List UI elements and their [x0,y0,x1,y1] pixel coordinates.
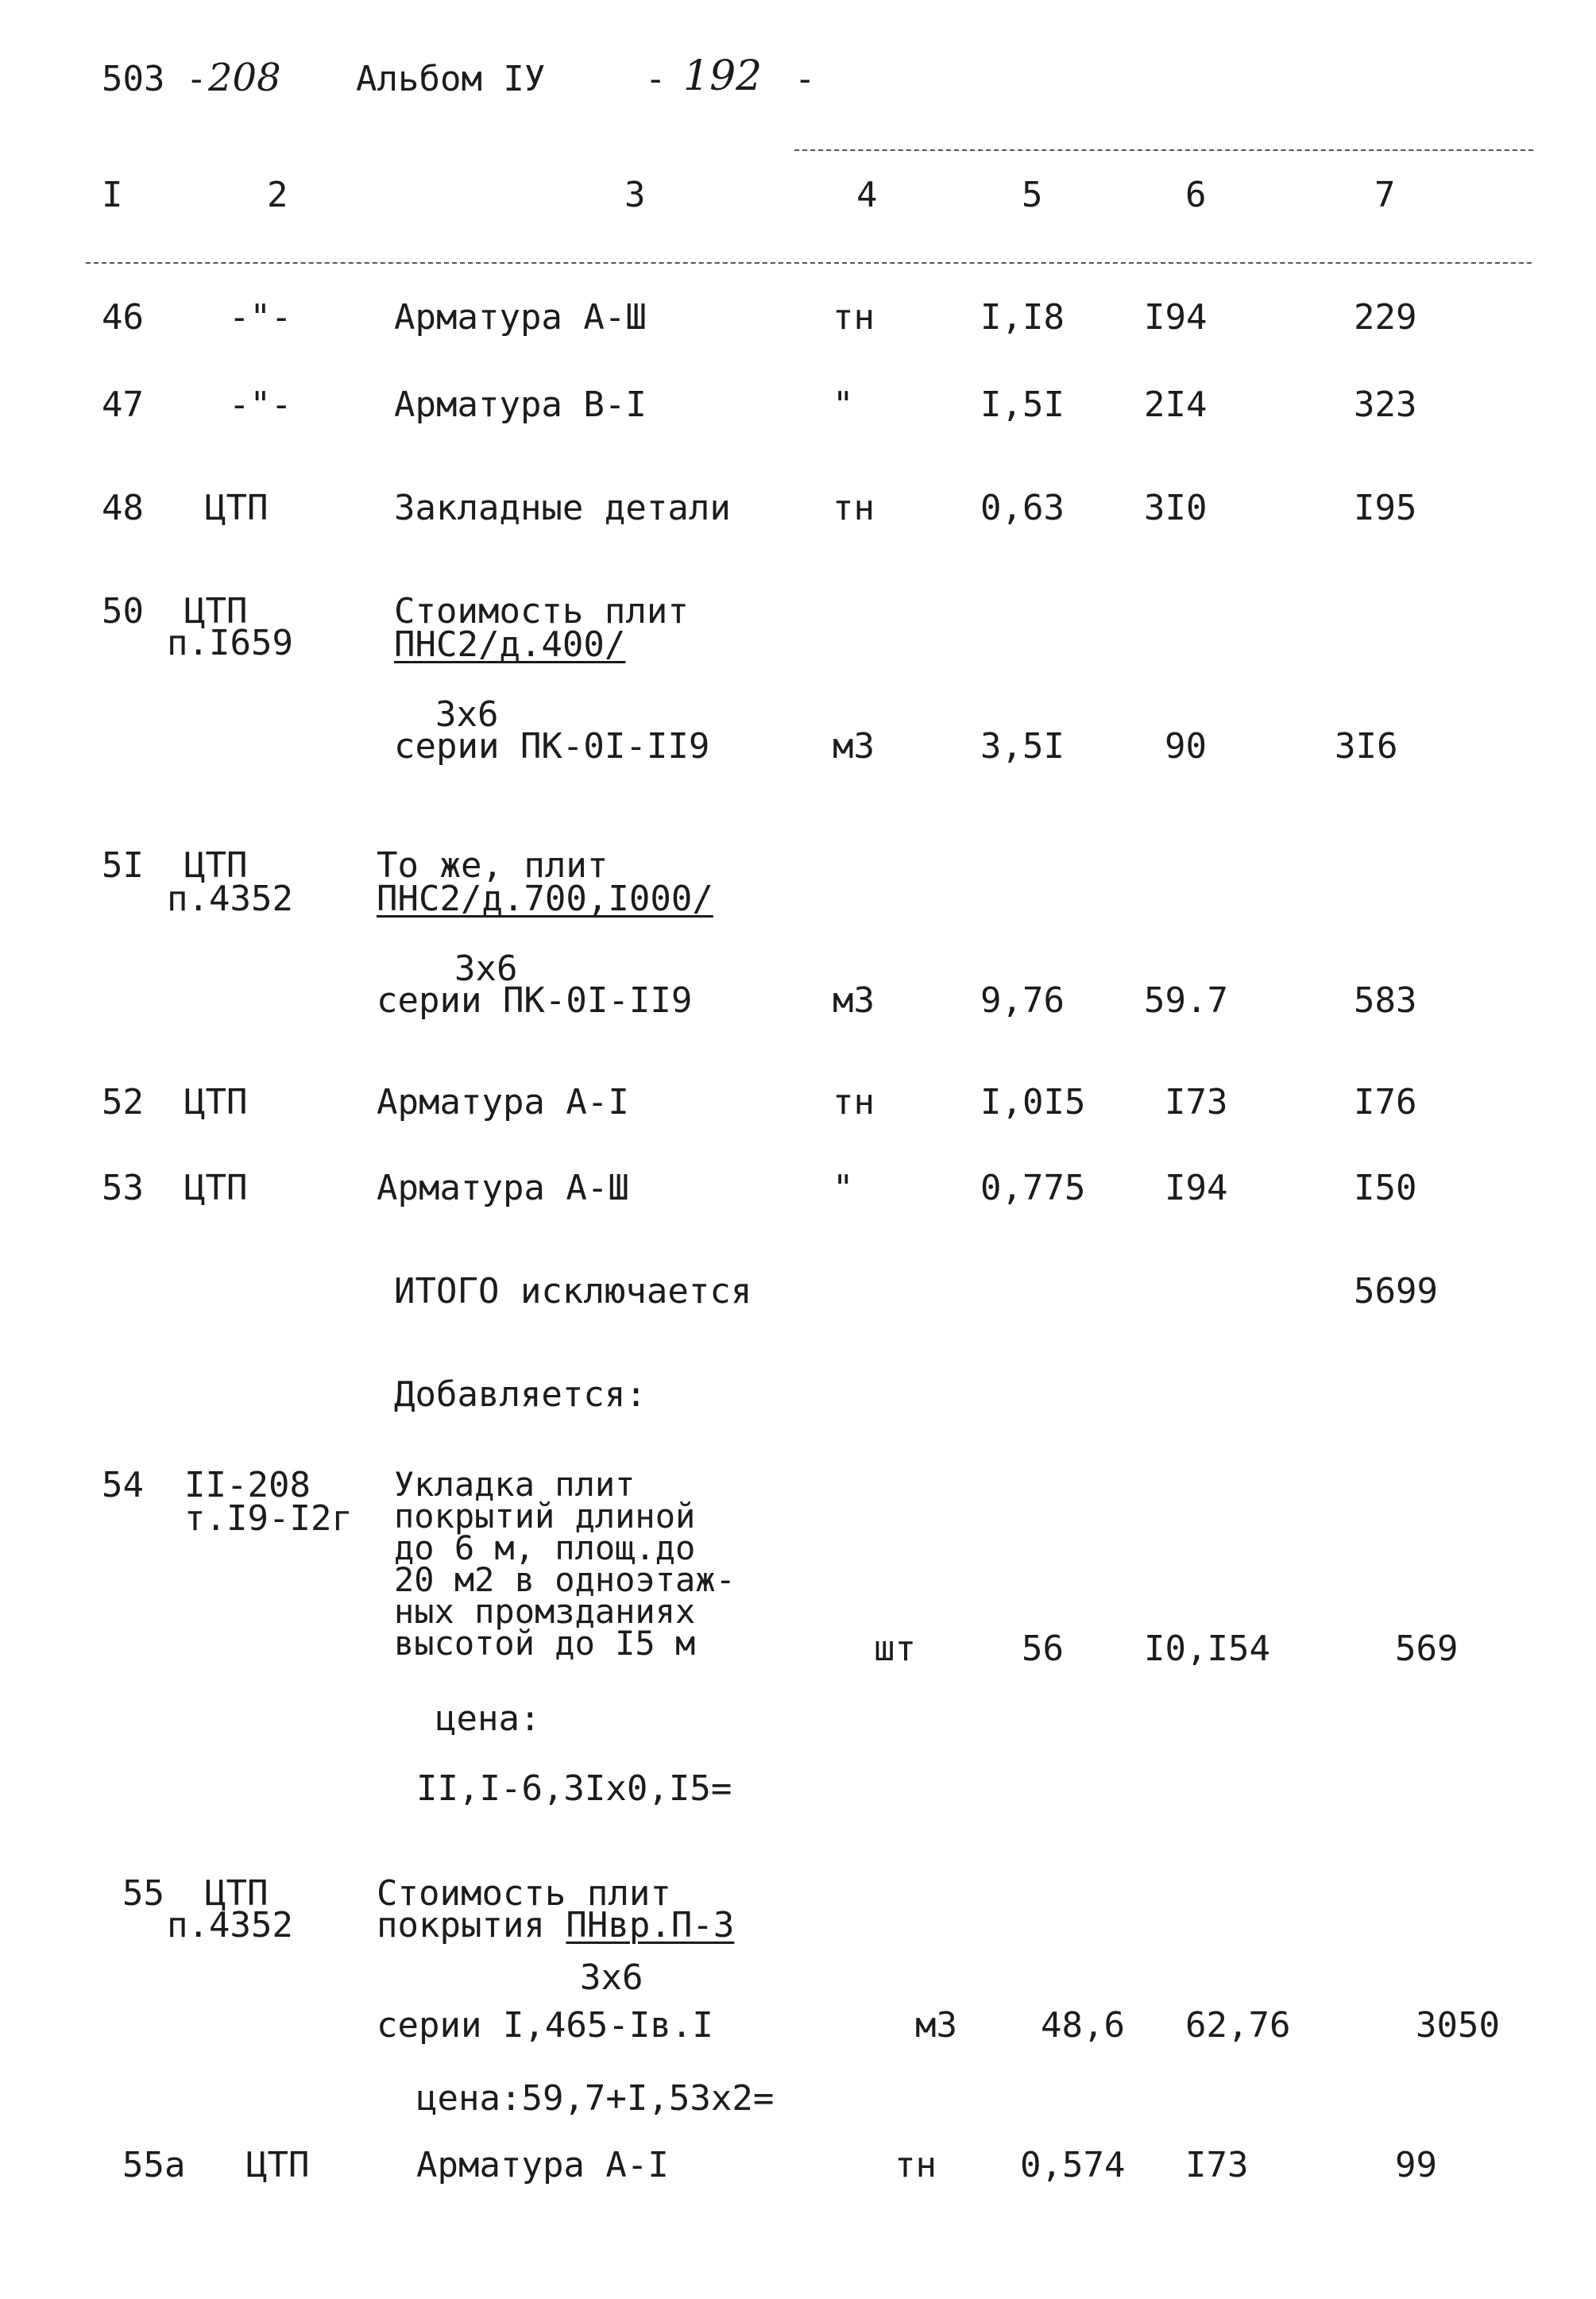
album-label: Альбом IУ [356,59,546,99]
row-name: Арматура А-I [377,1082,629,1122]
page-number: 192 [683,52,763,100]
row-name: Арматура А-Ш [394,297,647,338]
row-source-ref: т.I9-I2г [184,1498,353,1539]
row-name: То же, плит [377,845,609,886]
row-number: 55а [122,2145,186,2185]
row-total: 323 [1354,384,1417,425]
row-name-line-2 [377,1905,735,1945]
row-name: Стоимость плит [377,1873,671,1914]
column-header-3: 3 [624,175,646,215]
row-source: -"- [229,384,292,425]
row-unit: шт [874,1629,916,1669]
row-quantity: 3,5I [980,726,1065,767]
row-total: 229 [1354,297,1417,338]
row-quantity: 0,574 [1020,2145,1126,2185]
row-name-line-6: высотой до I5 м [394,1624,696,1663]
row-source: -"- [229,297,292,338]
page-number-suffix: - [794,59,816,99]
row-price: 2I4 [1144,384,1208,425]
row-name: Арматура А-Ш [377,1168,629,1208]
row-name-mark: ПНС2/д.700,I000/ [377,879,713,919]
row-name-mark: ПНС2/д.400/ [394,624,626,665]
row-name: Закладные детали [394,488,731,528]
row-size: 3х6 [454,949,518,989]
row-price: 90 [1165,726,1207,767]
row-total: I76 [1354,1082,1417,1122]
row-unit: " [833,1168,854,1208]
row-number: 52 [102,1082,144,1122]
column-header-5: 5 [1022,175,1043,215]
row-unit: " [833,384,854,425]
row-source: ЦТП [184,1168,248,1208]
row-quantity: I,0I5 [980,1082,1086,1122]
row-unit: тн [833,488,875,528]
row-size: 3х6 [580,1957,643,1998]
row-source: ЦТП [205,1873,269,1914]
row-unit: м3 [833,726,875,767]
row-price: 59.7 [1144,980,1228,1021]
row-source-ref: п.4352 [167,879,293,919]
header-bottom-rule [86,262,1532,264]
row-quantity: 9,76 [980,980,1065,1021]
row-price: I94 [1144,297,1208,338]
row-source: ЦТП [184,1082,248,1122]
row-series: серии ПК-0I-II9 [394,726,710,767]
added-section-label: Добавляется: [394,1374,647,1415]
row-price: I94 [1165,1168,1228,1208]
row-unit: тн [895,2145,937,2185]
row-source: ЦТП [184,591,248,632]
header-top-rule [794,149,1533,151]
row-source: ЦТП [205,488,269,528]
row-total: I50 [1354,1168,1417,1208]
row-quantity: 0,775 [980,1168,1086,1208]
row-name-line-5: ных промзданиях [394,1592,696,1631]
row-name-line-1: Укладка плит [394,1465,636,1504]
row-number: 48 [102,488,144,528]
row-unit: м3 [833,980,875,1021]
row-price: I0,I54 [1144,1629,1270,1669]
page-number-prefix: - [645,59,667,99]
row-source: ЦТП [184,845,248,886]
row-price-formula: II,I-6,3Iх0,I5= [416,1768,732,1809]
row-number: 5I [102,845,144,886]
row-size: 3х6 [435,694,499,735]
row-price: I73 [1185,2145,1249,2185]
row-number: 47 [102,384,144,425]
row-unit: тн [833,1082,875,1122]
row-name-prefix: покрытия [377,1905,566,1945]
subtotal-label: ИТОГО исключается [394,1271,752,1312]
row-name-line-3: до 6 м, площ.до [394,1528,696,1567]
row-total: 3I6 [1335,726,1398,767]
row-price: I73 [1165,1082,1228,1122]
subtotal-value: 5699 [1354,1271,1438,1312]
row-number: 46 [102,297,144,338]
row-series: серии I,465-Iв.I [377,2005,713,2046]
column-header-1: I [102,175,123,215]
row-name-line-4: 20 м2 в одноэтаж- [394,1560,736,1599]
row-number: 53 [102,1168,144,1208]
row-price-label: цена: [435,1698,541,1739]
column-header-7: 7 [1374,175,1396,215]
row-unit: м3 [915,2005,957,2046]
series-code: 503 - [102,59,207,99]
row-total: 583 [1354,980,1417,1021]
row-total: 3050 [1416,2005,1500,2046]
row-price: 3I0 [1144,488,1208,528]
row-quantity: 0,63 [980,488,1065,528]
row-total: 569 [1395,1629,1459,1669]
column-header-2: 2 [267,175,288,215]
row-quantity: 56 [1022,1629,1064,1669]
row-total: I95 [1354,488,1417,528]
row-name-line-2: покрытий длиной [394,1497,696,1536]
column-header-6: 6 [1185,175,1207,215]
row-price-formula: цена:59,7+I,53х2= [416,2078,775,2119]
row-price: 62,76 [1185,2005,1291,2046]
series-suffix: 208 [208,56,281,100]
row-number: 50 [102,591,144,632]
row-name: Арматура В-I [394,384,647,425]
row-name: Арматура А-I [416,2145,669,2185]
row-quantity: I,5I [980,384,1065,425]
row-quantity: I,I8 [980,297,1065,338]
row-name-mark: ПНвр.П-3 [566,1905,735,1945]
row-source: ЦТП [246,2145,310,2185]
row-unit: тн [833,297,875,338]
row-source: II-208 [184,1465,311,1505]
row-quantity: 48,6 [1041,2005,1125,2046]
column-header-4: 4 [856,175,878,215]
row-number: 54 [102,1465,144,1505]
row-series: серии ПК-0I-II9 [377,980,693,1021]
row-total: 99 [1395,2145,1437,2185]
row-number: 55 [122,1873,164,1914]
row-source-ref: п.4352 [167,1905,293,1945]
row-name: Стоимость плит [394,591,689,632]
row-source-ref: п.I659 [167,623,293,663]
